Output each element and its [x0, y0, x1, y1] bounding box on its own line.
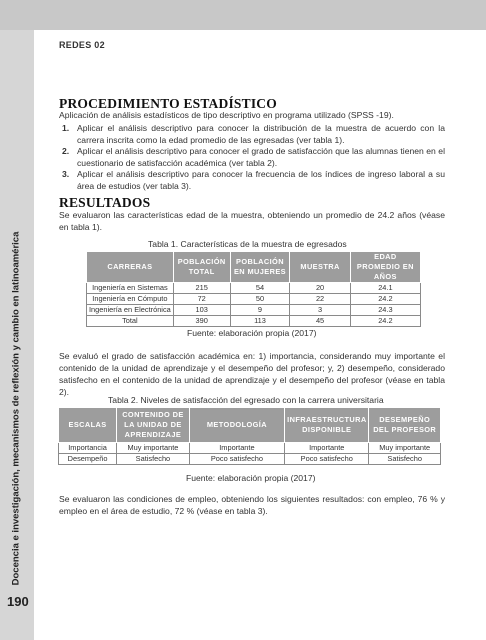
- table2-header-cell: METODOLOGÍA: [189, 408, 284, 443]
- top-band: [0, 0, 486, 30]
- table1-caption: Tabla 1. Características de la muestra de egresados: [148, 239, 347, 249]
- table-1: [86, 251, 421, 327]
- table-cell: Muy importante: [117, 443, 190, 454]
- page-number: 190: [7, 594, 29, 609]
- table1-header-cell: MUESTRA: [290, 252, 350, 283]
- table-cell: Ingeniería en Sistemas: [87, 283, 174, 294]
- table-cell: 22: [290, 294, 350, 305]
- series-label: REDES 02: [59, 40, 105, 50]
- table2-source: Fuente: elaboración propia (2017): [186, 473, 316, 483]
- table2-header-cell: ESCALAS: [59, 408, 117, 443]
- table-cell: 24.2: [350, 294, 420, 305]
- table2-caption: Tabla 2. Niveles de satisfacción del egresado con la carrera universitaria: [108, 395, 384, 405]
- table-cell: 50: [230, 294, 290, 305]
- list-item: [59, 146, 445, 169]
- list-item: [59, 123, 445, 146]
- procedimiento-heading: PROCEDIMIENTO ESTADÍSTICO: [59, 96, 277, 111]
- table-cell: 3: [290, 305, 350, 316]
- table2-header-cell: INFRAESTRUCTURA DISPONIBLE: [285, 408, 369, 443]
- table-cell: Total: [87, 316, 174, 327]
- table2-header-cell: DESEMPEÑO DEL PROFESOR: [369, 408, 441, 443]
- table-row: [87, 283, 421, 294]
- table-cell: Muy importante: [369, 443, 441, 454]
- table-cell: Satisfecho: [117, 454, 190, 465]
- table-cell: Desempeño: [59, 454, 117, 465]
- table1-source: Fuente: elaboración propia (2017): [187, 328, 317, 338]
- table-cell: 45: [290, 316, 350, 327]
- table-cell: Ingeniería en Electrónica: [87, 305, 174, 316]
- table2-header-row: [59, 408, 441, 443]
- resultados-heading: RESULTADOS: [59, 195, 151, 210]
- resultados-paragraph-1: Se evaluaron las características edad de la muestra, obteniendo un promedio de 24.2 años (véase en tabla 1).: [59, 210, 445, 232]
- list-item: [59, 169, 445, 192]
- list-item-number: 2.: [62, 146, 70, 156]
- list-item-number: 3.: [62, 169, 70, 179]
- table-cell: Poco satisfecho: [285, 454, 369, 465]
- list-item-text: Aplicar el análisis descriptivo para conocer la distribución de la muestra de acuerdo con la carrera inscrita como la edad promedio de las egresadas (ver tabla 1).: [77, 123, 445, 145]
- procedimiento-list: [59, 123, 445, 192]
- table-cell: 24.1: [350, 283, 420, 294]
- table-cell: Poco satisfecho: [189, 454, 284, 465]
- table-cell: Satisfecho: [369, 454, 441, 465]
- side-band: [0, 30, 34, 640]
- resultados-paragraph-3: Se evaluaron las condiciones de empleo, obteniendo los siguientes resultados: con empleo, 76 % y empleo en el área de estudio, 72 % (véase en tabla 3).: [59, 494, 445, 516]
- table-cell: Importancia: [59, 443, 117, 454]
- table-cell: 103: [173, 305, 230, 316]
- table-cell: 54: [230, 283, 290, 294]
- table-cell: 113: [230, 316, 290, 327]
- table-row: [87, 305, 421, 316]
- table-cell: 390: [173, 316, 230, 327]
- table-row: [87, 316, 421, 327]
- table2-header-cell: CONTENIDO DE LA UNIDAD DE APRENDIZAJE: [117, 408, 190, 443]
- table-row: [59, 443, 441, 454]
- table-cell: Ingeniería en Cómputo: [87, 294, 174, 305]
- table-cell: 9: [230, 305, 290, 316]
- table1-header-cell: POBLACIÓN TOTAL: [173, 252, 230, 283]
- procedimiento-intro: Aplicación de análisis estadísticos de tipo descriptivo en programa utilizado (SPSS -19).: [59, 110, 394, 120]
- resultados-paragraph-2: Se evaluó el grado de satisfacción académica en: 1) importancia, considerando muy importante el contenido de la unidad de aprendizaje y el desempeño del profesor; y, 2) desempeño, considerado satisfecho en el contenido de la unidad de aprendizaje y el desempeño del profesor (véase en tabla 2).: [59, 351, 445, 397]
- table-cell: Importante: [285, 443, 369, 454]
- table1-header-cell: POBLACIÓN EN MUJERES: [230, 252, 290, 283]
- table-row: [87, 294, 421, 305]
- vertical-book-title: Docencia e investigación, mecanismos de reflexión y cambio en latinoamérica: [10, 231, 22, 586]
- list-item-text: Aplicar el análisis descriptivo para conocer el grado de satisfacción que las alumnas tienen en el cuestionario de satisfacción académica (ver tabla 2).: [77, 146, 445, 168]
- table-cell: 24.3: [350, 305, 420, 316]
- table-cell: 215: [173, 283, 230, 294]
- table-cell: Importante: [189, 443, 284, 454]
- table1-header-cell: CARRERAS: [87, 252, 174, 283]
- table1-header-row: [87, 252, 421, 283]
- table-cell: 20: [290, 283, 350, 294]
- list-item-number: 1.: [62, 123, 70, 133]
- table-2: [58, 407, 441, 465]
- table1-header-cell: EDAD PROMEDIO EN AÑOS: [350, 252, 420, 283]
- list-item-text: Aplicar el análisis descriptivo para conocer la frecuencia de los índices de ingreso laboral a su área de estudios (ver tabla 3).: [77, 169, 445, 191]
- table-row: [59, 454, 441, 465]
- table-cell: 24.2: [350, 316, 420, 327]
- table-cell: 72: [173, 294, 230, 305]
